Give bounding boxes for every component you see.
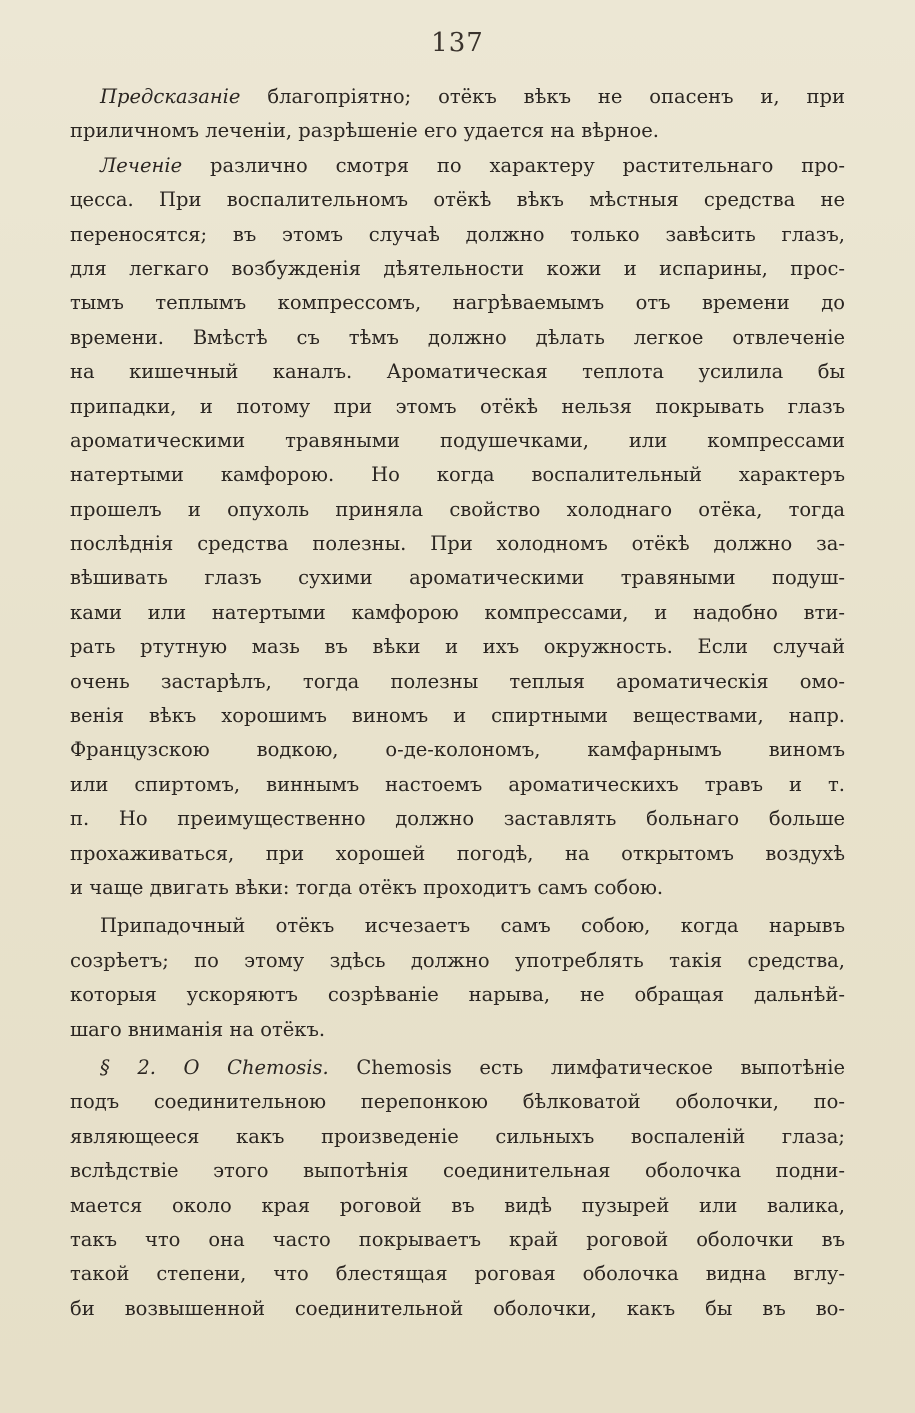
text-line: шаго вниманія на отёкъ. bbox=[70, 1017, 326, 1041]
text-line: созрѣетъ; по этому здѣсь должно употреблять такія средства, bbox=[70, 948, 845, 972]
text-line: п. Но преимущественно должно заставлять больнаго больше bbox=[70, 807, 845, 831]
text-line: би возвышенной соединительной оболочки, какъ бы въ во- bbox=[70, 1296, 845, 1320]
text-line: прохаживаться, при хорошей погодѣ, на открытомъ воздухѣ bbox=[70, 841, 845, 865]
text-line: припадки, и потому при этомъ отёкѣ нельзя покрывать глазъ bbox=[70, 394, 845, 418]
text-line: прошелъ и опухоль приняла свойство холоднаго отёка, тогда bbox=[70, 497, 845, 521]
text-line: рать ртутную мазь въ вѣки и ихъ окружность. Если случай bbox=[70, 635, 845, 659]
page-body bbox=[70, 80, 845, 1326]
page-number: 137 bbox=[431, 28, 484, 58]
text-line: Французскою водкою, о-де-колономъ, камфарнымъ виномъ bbox=[70, 738, 845, 762]
text-line: очень застарѣлъ, тогда полезны теплыя ароматическія омо- bbox=[70, 669, 845, 693]
text-line: такъ что она часто покрываетъ край роговой оболочки въ bbox=[70, 1227, 845, 1251]
paragraph-prognosis bbox=[70, 80, 845, 149]
text-line: которыя ускоряютъ созрѣваніе нарыва, не обращая дальнѣй- bbox=[70, 983, 845, 1007]
section-heading: § 2. О Chemosis. bbox=[100, 1055, 329, 1079]
line-text: благопріятно; отёкъ вѣкъ не опасенъ и, при bbox=[267, 85, 845, 108]
text-line: для легкаго возбужденія дѣятельности кожи и испарины, прос- bbox=[70, 256, 845, 280]
text-line: приличномъ леченіи, разрѣшеніе его удается на вѣрное. bbox=[70, 119, 659, 143]
paragraph-heading: Леченіе bbox=[100, 153, 183, 177]
text-line: ками или натертыми камфорою компрессами, и надобно вти- bbox=[70, 600, 845, 624]
text-line: или спиртомъ, виннымъ настоемъ ароматическихъ травъ и т. bbox=[70, 772, 845, 796]
text-line: подъ соединительною перепонкою бѣлковатой оболочки, по- bbox=[70, 1090, 845, 1114]
text-line: цесса. При воспалительномъ отёкѣ вѣкъ мѣстныя средства не bbox=[70, 188, 845, 212]
text-line: на кишечный каналъ. Ароматическая теплота усилила бы bbox=[70, 360, 845, 384]
text-line: вслѣдствіе этого выпотѣнія соединительная оболочка подни- bbox=[70, 1159, 845, 1183]
text-line: такой степени, что блестящая роговая оболочка видна вглу- bbox=[70, 1262, 845, 1286]
text-line: тымъ теплымъ компрессомъ, нагрѣваемымъ отъ времени до bbox=[70, 291, 845, 315]
text-line: времени. Вмѣстѣ съ тѣмъ должно дѣлать легкое отвлеченіе bbox=[70, 325, 845, 349]
paragraph-treatment bbox=[70, 149, 845, 906]
text-line: послѣднія средства полезны. При холодномъ отёкѣ должно за- bbox=[70, 532, 845, 556]
text-line: являющееся какъ произведеніе сильныхъ воспаленій глаза; bbox=[70, 1124, 845, 1148]
line-text: различно смотря по характеру растительнаго про- bbox=[210, 153, 845, 177]
text-line: Припадочный отёкъ исчезаетъ самъ собою, когда нарывъ bbox=[100, 914, 845, 938]
paragraph-symptomatic-edema bbox=[70, 909, 845, 1047]
text-line: переносятся; въ этомъ случаѣ должно только завѣсить глазъ, bbox=[70, 222, 845, 246]
text-line bbox=[70, 80, 845, 114]
text-line: вѣшивать глазъ сухими ароматическими травяными подуш- bbox=[70, 566, 845, 590]
paragraph-heading: Предсказаніе bbox=[100, 85, 241, 108]
text-line: и чаще двигать вѣки: тогда отёкъ проходитъ самъ собою. bbox=[70, 875, 664, 899]
text-line bbox=[70, 1051, 845, 1085]
text-line: мается около края роговой въ видѣ пузырей или валика, bbox=[70, 1193, 845, 1217]
section-chemosis bbox=[70, 1051, 845, 1326]
text-line: натертыми камфорою. Но когда воспалительный характеръ bbox=[70, 463, 845, 487]
text-line: венія вѣкъ хорошимъ виномъ и спиртными веществами, напр. bbox=[70, 704, 845, 728]
text-line bbox=[70, 149, 845, 183]
text-line: ароматическими травяными подушечками, или компрессами bbox=[70, 428, 845, 452]
line-text: Chemosis есть лимфатическое выпотѣніе bbox=[356, 1055, 845, 1079]
